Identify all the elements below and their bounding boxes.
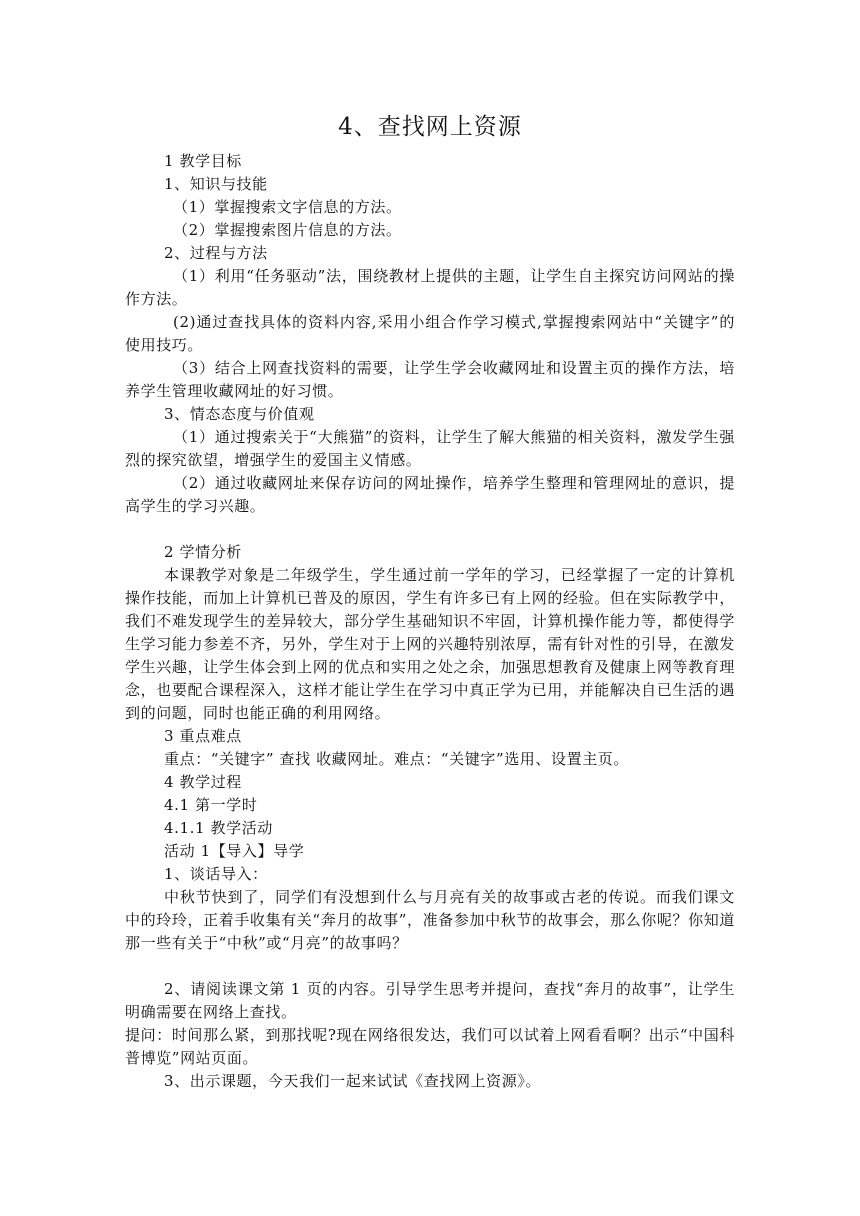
list-item: (2)通过查找具体的资料内容,采用小组合作学习模式,掌握搜索网站中“关键字”的使用技巧。	[125, 313, 735, 354]
paragraph: 中秋节快到了，同学们有没想到什么与月亮有关的故事或古老的传说。而我们课文中的玲玲，正着手收集有关“奔月的故事”，准备参加中秋节的故事会，那么你呢？你知道那一些有关于“中秋”或“月亮”的故事吗？	[125, 888, 735, 952]
paragraph: 2、请阅读课文第 1 页的内容。引导学生思考并提问，查找“奔月的故事”，让学生明确需要在网络上查找。	[125, 980, 735, 1021]
list-item: （2）通过收藏网址来保存访问的网址操作，培养学生整理和管理网址的意识，提高学生的学习兴趣。	[125, 474, 735, 515]
paragraph: 提问：时间那么紧，到那找呢?现在网络很发达，我们可以试着上网看看啊？出示“中国科普博览”网站页面。	[125, 1026, 735, 1067]
step-heading: 1、谈话导入：	[164, 865, 268, 883]
activity-heading: 活动 1【导入】导学	[164, 842, 305, 860]
document-title: 4、查找网上资源	[338, 114, 522, 140]
list-item: （3）结合上网查找资料的需要，让学生学会收藏网址和设置主页的操作方法，培养学生管理收藏网址的好习惯。	[125, 359, 735, 400]
subsection-heading: 4.1 第一学时	[164, 796, 258, 814]
document-body	[125, 150, 735, 1093]
list-item: （2）掌握搜索图片信息的方法。	[173, 221, 402, 239]
spacer	[125, 955, 735, 978]
section-heading: 1 教学目标	[164, 152, 242, 170]
spacer	[125, 518, 735, 541]
section-heading: 2 学情分析	[164, 543, 242, 561]
list-item: （1）利用“任务驱动”法，围绕教材上提供的主题，让学生自主探究访问网站的操作方法。	[125, 267, 735, 308]
list-item: （1）掌握搜索文字信息的方法。	[173, 198, 402, 216]
list-item: （1）通过搜索关于“大熊猫”的资料，让学生了解大熊猫的相关资料，激发学生强烈的探究欲望，增强学生的爱国主义情感。	[125, 428, 735, 469]
paragraph: 3、出示课题，今天我们一起来试试《查找网上资源》。	[164, 1072, 542, 1090]
subsection-heading: 4.1.1 教学活动	[164, 819, 273, 837]
subsection-heading: 2、过程与方法	[164, 244, 268, 262]
paragraph: 本课教学对象是二年级学生，学生通过前一学年的学习，已经掌握了一定的计算机操作技能，而加上计算机已普及的原因，学生有许多已有上网的经验。但在实际教学中，我们不难发现学生的差异较大，部分学生基础知识不牢固，计算机操作能力等，都使得学生学习能力参差不齐，另外，学生对于上网的兴趣特别浓厚，需有针对性的引导，在激发学生兴趣，让学生体会到上网的优点和实用之处之余，加强思想教育及健康上网等教育理念，也要配合课程深入，这样才能让学生在学习中真正学为已用，并能解决自已生活的遇到的问题，同时也能正确的利用网络。	[125, 566, 735, 722]
subsection-heading: 3、情态态度与价值观	[164, 405, 315, 423]
section-heading: 4 教学过程	[164, 773, 242, 791]
section-heading: 3 重点难点	[164, 727, 242, 745]
paragraph: 重点：“关键字” 查找 收藏网址。难点：“关键字”选用、设置主页。	[164, 750, 630, 768]
subsection-heading: 1、知识与技能	[164, 175, 268, 193]
